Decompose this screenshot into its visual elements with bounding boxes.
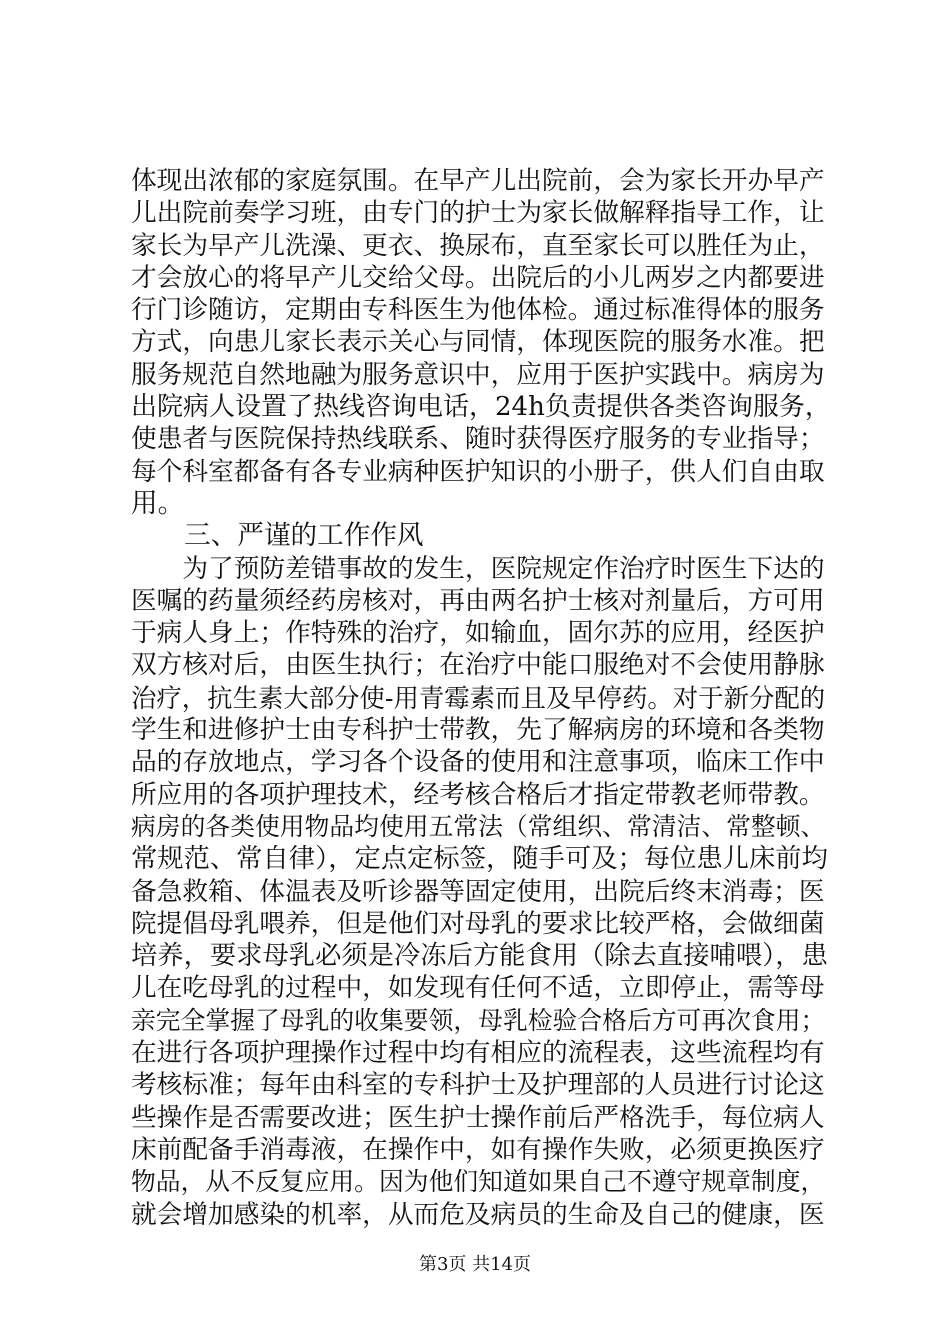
text-line: 备急救箱、体温表及听诊器等固定使用，出院后终末消毒；医 [131,876,825,907]
text-line: 才会放心的将早产儿交给父母。出院后的小儿两岁之内都要进 [131,262,825,293]
text-line: 体现出浓郁的家庭氛围。在早产儿出院前，会为家长开办早产 [131,166,825,196]
text-line: 物品，从不反复应用。因为他们知道如果自己不遵守规章制度， [131,1167,826,1197]
text-line: 每个科室都备有各专业病种医护知识的小册子，供人们自由取 [131,456,825,487]
text-line: 治疗，抗生素大部分使-用青霉素而且及早停药。对于新分配的 [131,682,826,713]
text-line: 学生和进修护士由专科护士带教，先了解病房的环境和各类物 [131,715,825,746]
text-line: 儿在吃母乳的过程中，如发现有任何不适，立即停止，需等母 [131,973,825,1004]
text-line: 用。 [131,487,185,519]
text-line: 于病人身上；作特殊的治疗，如输血，固尔苏的应用，经医护 [131,618,825,649]
text-line: 培养，要求母乳必须是冷冻后方能食用（除去直接哺喂），患 [131,941,828,972]
text-line: 儿出院前奏学习班，由专门的护士为家长做解释指导工作，让 [131,198,825,229]
text-line: 行门诊随访，定期由专科医生为他体检。通过标准得体的服务 [131,295,825,326]
text-line: 医嘱的药量须经药房核对，再由两名护士核对剂量后，方可用 [131,585,825,616]
text-line: 亲完全掌握了母乳的收集要领，母乳检验合格后方可再次食用； [131,1005,826,1035]
text-line: 服务规范自然地融为服务意识中，应用于医护实践中。病房为 [131,359,825,390]
text-line: 常规范、常自律），定点定标签，随手可及；每位患儿床前均 [131,844,828,875]
text-line: 就会增加感染的机率，从而危及病员的生命及自己的健康，医 [131,1199,825,1230]
text-line: 些操作是否需要改进；医生护士操作前后严格洗手，每位病人 [131,1102,825,1133]
text-line: 三、严谨的工作作风 [131,520,424,552]
text-line: 考核标准；每年由科室的专科护士及护理部的人员进行讨论这 [131,1070,825,1101]
text-line: 出院病人设置了热线咨询电话，24h负责提供各类咨询服务， [131,392,831,423]
text-line: 使患者与医院保持热线联系、随时获得医疗服务的专业指导； [131,424,825,455]
text-line: 方式，向患儿家长表示关心与同情，体现医院的服务水准。把 [131,327,825,358]
text-line: 床前配备手消毒液，在操作中，如有操作失败，必须更换医疗 [131,1134,825,1165]
text-line: 病房的各类使用物品均使用五常法（常组织、常清洁、常整顿、 [131,811,826,841]
page-footer: 第3页 共14页 [418,1254,532,1275]
text-line: 在进行各项护理操作过程中均有相应的流程表，这些流程均有 [131,1038,825,1069]
text-line: 所应用的各项护理技术，经考核合格后才指定带教老师带教。 [131,779,825,810]
text-line: 家长为早产儿洗澡、更衣、换尿布，直至家长可以胜任为止， [131,230,825,261]
text-line: 双方核对后，由医生执行；在治疗中能口服绝对不会使用静脉 [131,650,825,681]
body-text [131,165,831,1231]
text-line: 为了预防差错事故的发生，医院规定作治疗时医生下达的 [131,553,825,584]
text-line: 院提倡母乳喂养，但是他们对母乳的要求比较严格，会做细菌 [131,908,825,939]
text-line: 品的存放地点，学习各个设备的使用和注意事项，临床工作中 [131,747,825,778]
